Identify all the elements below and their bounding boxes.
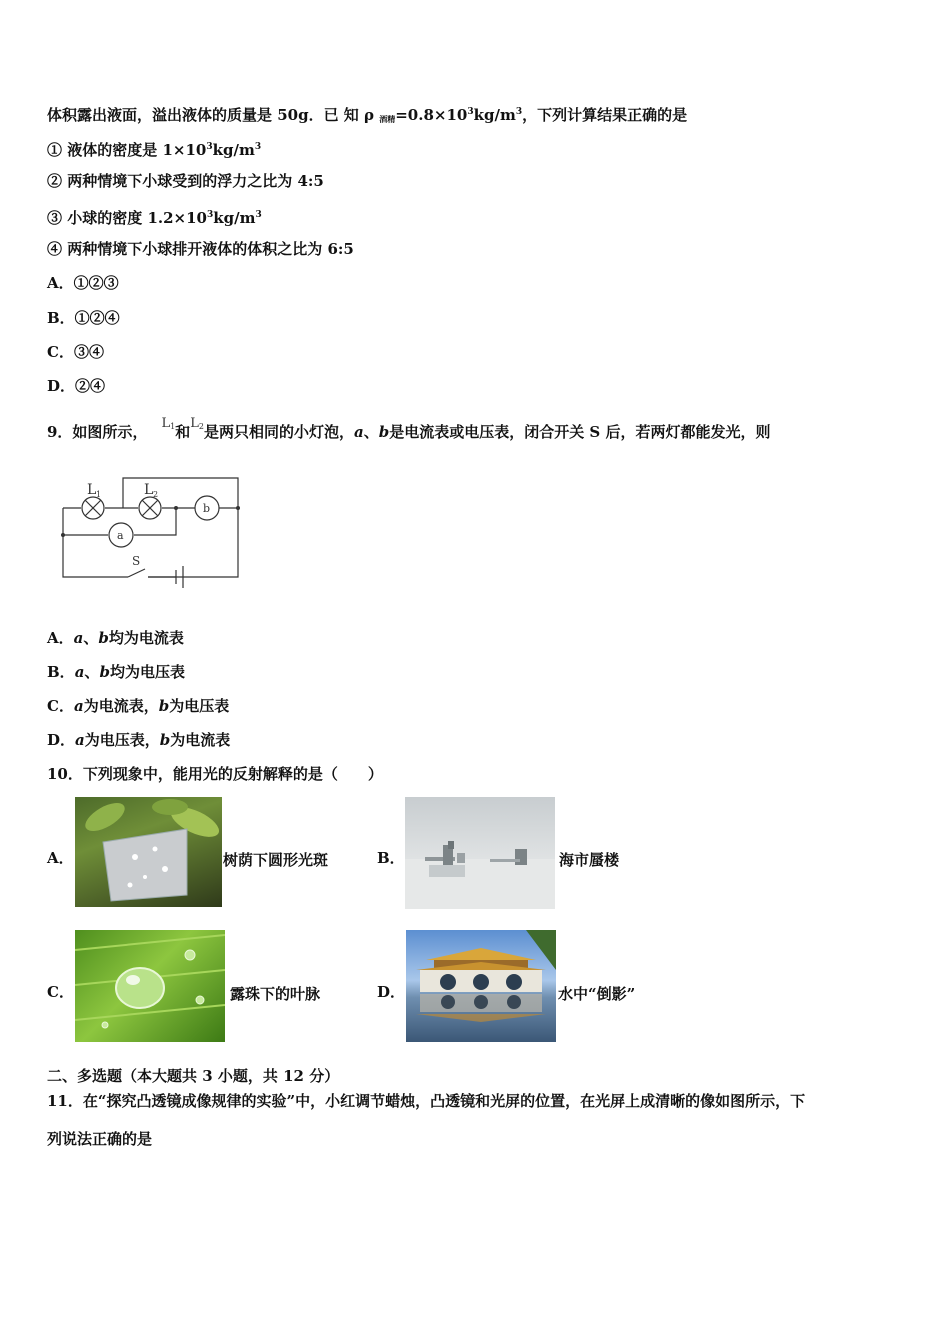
q9-option-b[interactable]: B．a、b均为电压表: [47, 663, 185, 681]
lamp-l2-icon: [139, 497, 161, 519]
lamp-l1-icon: [82, 497, 104, 519]
q10-option-b-letter[interactable]: B．: [377, 849, 405, 867]
q8-statement-3: ③ 小球的密度 $1.2\times 10^3kg/m^3$: [47, 209, 262, 227]
label-L1-sub: 1: [96, 490, 102, 499]
pavilion-reflection-photo-icon[interactable]: [406, 930, 556, 1042]
q8-statement-1: ① 液体的密度是 $1\times 10^3kg/m^3$: [47, 141, 262, 159]
q8-option-d[interactable]: D．②④: [47, 377, 106, 395]
q9-stem: 9．如图所示， $L_1$和$L_2$是两只相同的小灯泡，a、b是电流表或电压表，闭合开关 S 后，若两灯都能发光，则: [47, 416, 771, 441]
q11-stem-line2: 列说法正确的是: [47, 1130, 153, 1148]
leaf-shadow-photo-icon[interactable]: [75, 797, 222, 907]
q10-option-a-letter[interactable]: A．: [47, 849, 74, 867]
mirage-photo-icon[interactable]: [405, 797, 555, 909]
q9-option-d[interactable]: D．a为电压表，b为电流表: [47, 731, 231, 749]
dewdrop-photo-icon[interactable]: [75, 930, 225, 1042]
q10-option-c-letter[interactable]: C．: [47, 983, 74, 1001]
q9-option-a[interactable]: A．a、b均为电流表: [47, 629, 184, 647]
q8-option-c[interactable]: C．③④: [47, 343, 104, 361]
q10-option-d-caption: 水中“倒影”: [558, 985, 636, 1003]
q8-statement-2: ② 两种情境下小球受到的浮力之比为 4:5: [47, 172, 324, 190]
q8-statement-4: ④ 两种情境下小球排开液体的体积之比为 6:5: [47, 240, 354, 258]
label-L1: L: [87, 482, 97, 498]
q11-stem-line1: 11．在“探究凸透镜成像规律的实验”中，小红调节蜡烛，凸透镜和光屏的位置，在光屏上成清晰的像如图所示，下: [47, 1092, 806, 1110]
label-L2: L: [144, 482, 154, 498]
q10-option-c-caption: 露珠下的叶脉: [230, 985, 321, 1003]
q8-option-a[interactable]: A．①②③: [47, 274, 119, 292]
section-2-title: 二、多选题（本大题共 3 小题，共 12 分）: [47, 1067, 340, 1085]
q10-option-a-caption: 树荫下圆形光斑: [223, 851, 329, 869]
label-S: S: [132, 554, 141, 568]
label-b: b: [203, 502, 211, 515]
q8-option-b[interactable]: B．①②④: [47, 309, 120, 327]
circuit-diagram: [50, 470, 250, 590]
label-L2-sub: 2: [153, 490, 159, 499]
label-a: a: [117, 529, 124, 542]
q8-stem: 体积露出液面，溢出液体的质量是 50g．已 知 ρ $_{酒精}=0.8\times 10^3kg/m^3$，下列计算结果正确的是: [47, 106, 688, 124]
q9-option-c[interactable]: C．a为电流表，b为电压表: [47, 697, 230, 715]
q10-option-d-letter[interactable]: D．: [377, 983, 406, 1001]
q10-stem: 10．下列现象中，能用光的反射解释的是（ ）: [47, 765, 383, 783]
q10-option-b-caption: 海市蜃楼: [559, 851, 620, 869]
